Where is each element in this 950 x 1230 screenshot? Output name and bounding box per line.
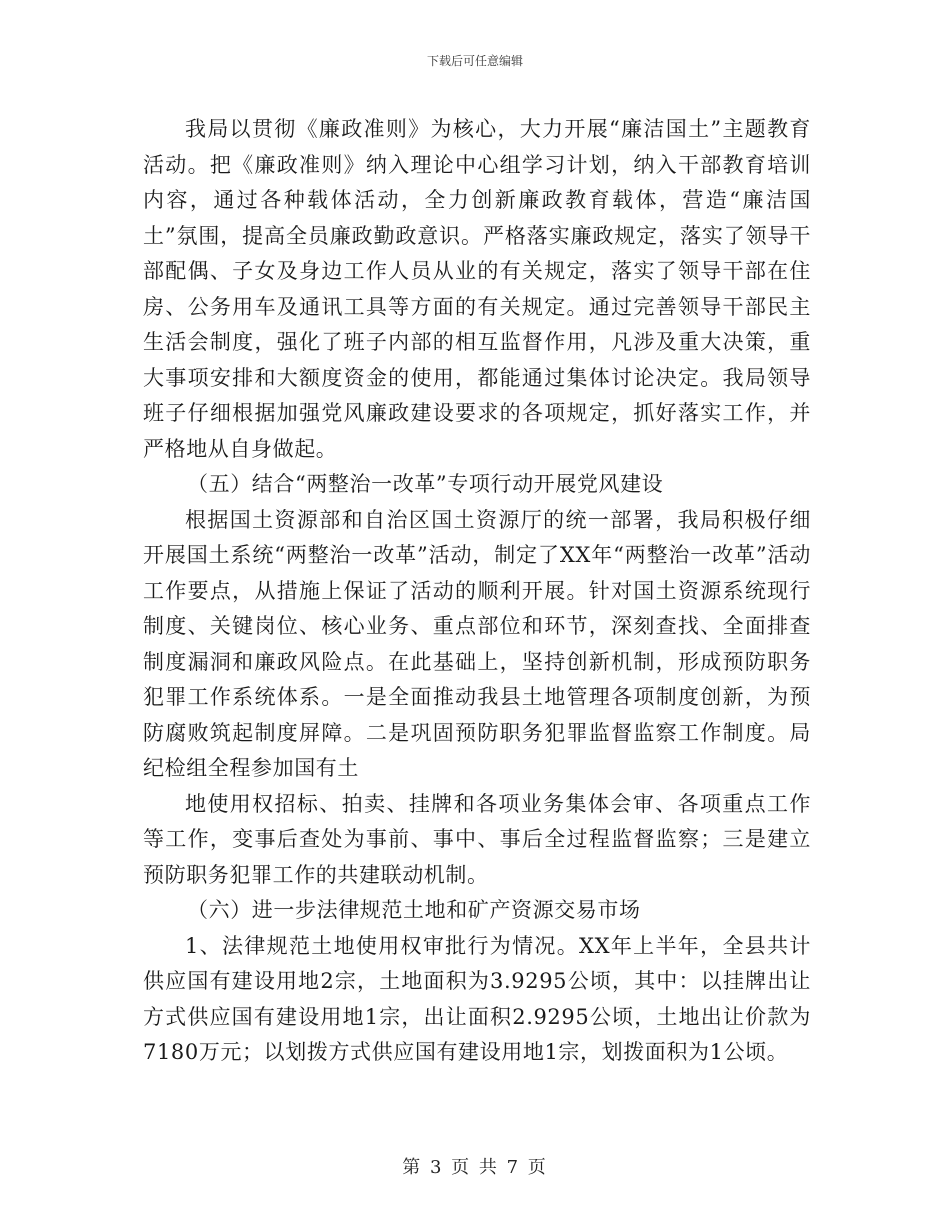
paragraph-land-supervision: 地使用权招标、拍卖、挂牌和各项业务集体会审、各项重点工作等工作，变事后查处为事前、事中、事后全过程监督监察；三是建立预防职务犯罪工作的共建联动机制。	[143, 791, 811, 887]
page-footer: 第 3 页 共 7 页	[402, 1157, 548, 1178]
paragraph-integrity-education: 我局以贯彻《廉政准则》为核心，大力开展“廉洁国土”主题教育活动。把《廉政准则》纳入理论中心组学习计划，纳入干部教育培训内容，通过各种载体活动，全力创新廉政教育载体，营造“廉洁国土”氛围，提高全员廉政勤政意识。严格落实廉政规定，落实了领导干部配偶、子女及身边工作人员从业的有关规定，落实了领导干部在住房、公务用车及通讯工具等方面的有关规定。通过完善领导干部民主生活会制度，强化了班子内部的相互监督作用，凡涉及重大决策，重大事项安排和大额度资金的使用，都能通过集体讨论决定。我局领导班子仔细根据加强党风廉政建设要求的各项规定，抓好落实工作，并严格地从自身做起。	[143, 117, 811, 461]
section-heading-5: （五）结合“两整治一改革”专项行动开展党风建设	[187, 472, 664, 496]
section-heading-6: （六）进一步法律规范土地和矿产资源交易市场	[187, 898, 641, 922]
paragraph-two-rectification: 根据国土资源部和自治区国土资源厅的统一部署，我局积极仔细开展国土系统“两整治一改革”活动，制定了XX年“两整治一改革”活动工作要点，从措施上保证了活动的顺利开展。针对国土资源系统现行制度、关键岗位、核心业务、重点部位和环节，深刻查找、全面排查制度漏洞和廉政风险点。在此基础上，坚持创新机制，形成预防职务犯罪工作系统体系。一是全面推动我县土地管理各项制度创新，为预防腐败筑起制度屏障。二是巩固预防职务犯罪监督监察工作制度。局纪检组全程参加国有土	[143, 507, 811, 780]
document-body	[143, 112, 811, 1071]
page-header: 下载后可任意编辑	[426, 54, 523, 68]
paragraph-land-approval: 1、法律规范土地使用权审批行为情况。XX年上半年，全县共计供应国有建设用地2宗，土地面积为3.9295公顷，其中：以挂牌出让方式供应国有建设用地1宗，出让面积2.9295公顷，土地出让价款为7180万元；以划拨方式供应国有建设用地1宗，划拨面积为1公顷。	[143, 933, 811, 1064]
